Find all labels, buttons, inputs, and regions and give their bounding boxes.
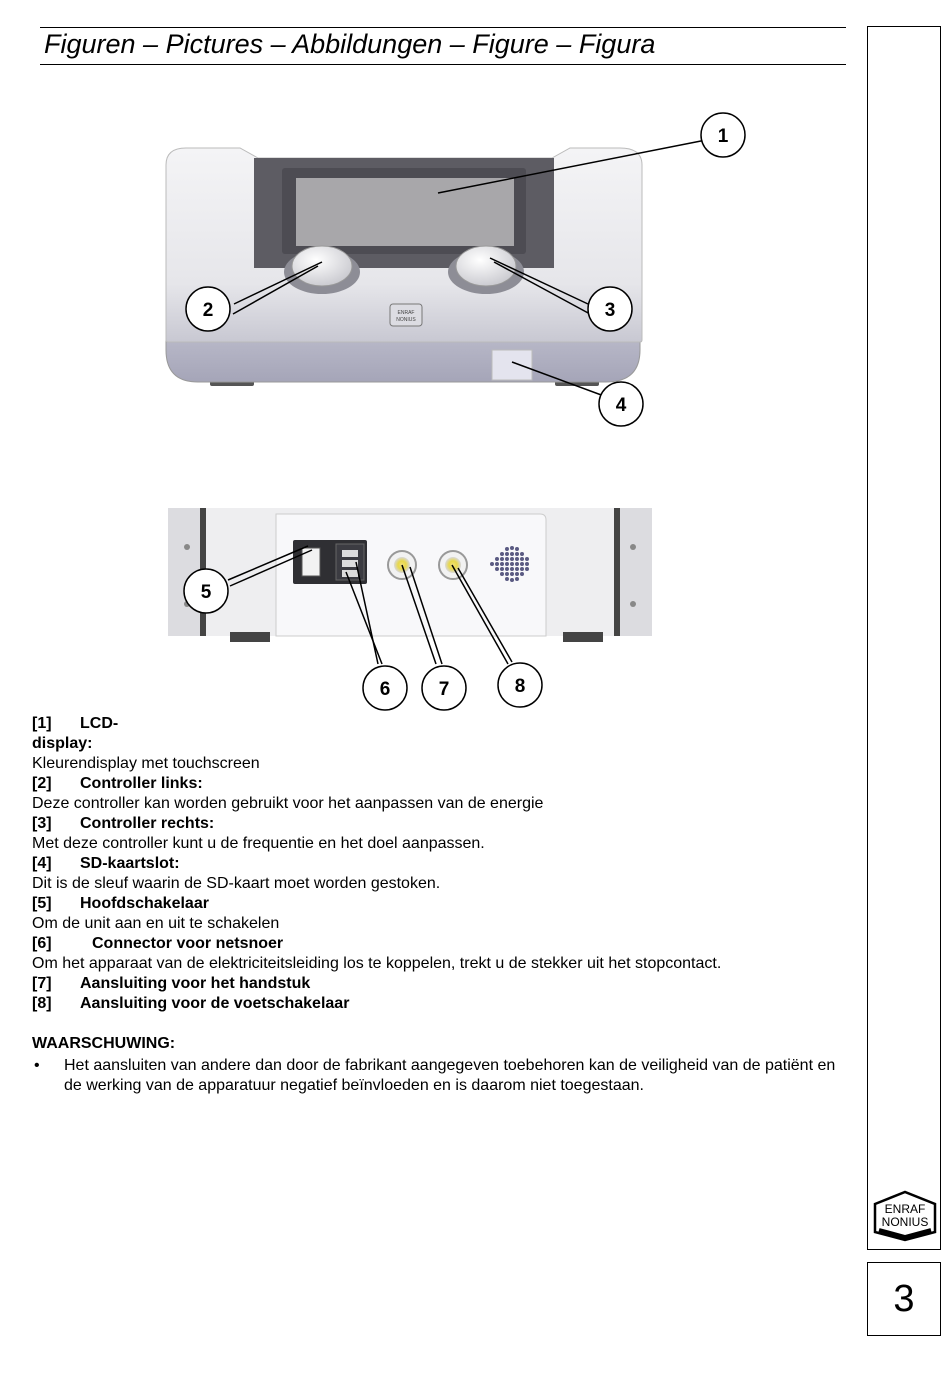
warning-section (32, 1034, 852, 1096)
callout-label-3: 3 (604, 300, 616, 321)
legend-item-3-title: [3] Controller rechts: (32, 815, 215, 832)
callout-label-2: 2 (202, 300, 214, 321)
legend-item-1-text: Kleurendisplay met touchscreen (32, 755, 260, 772)
callout-label-6: 6 (379, 679, 391, 700)
legend-item-3-text: Met deze controller kunt u de frequentie en het doel aanpassen. (32, 835, 485, 852)
legend-item-7-title: [7] Aansluiting voor het handstuk (32, 975, 311, 992)
legend (32, 714, 852, 1014)
legend-item-6-text: Om het apparaat van de elektriciteitsleiding los te koppelen, trekt u de stekker uit het stopcontact. (32, 955, 722, 972)
page-number: 3 (893, 1278, 915, 1320)
callout-label-7: 7 (438, 679, 450, 700)
warning-heading: WAARSCHUWING: (32, 1035, 176, 1052)
callout-label-4: 4 (615, 395, 627, 416)
callout-label-5: 5 (200, 582, 212, 603)
logo-line1: ENRAF (884, 1202, 926, 1216)
callout-label-8: 8 (514, 676, 526, 697)
page-number-box (867, 1262, 941, 1336)
legend-item-8-title: [8] Aansluiting voor de voetschakelaar (32, 995, 350, 1012)
legend-item-2-text: Deze controller kan worden gebruikt voor het aanpassen van de energie (32, 795, 544, 812)
legend-item-4-text: Dit is de sleuf waarin de SD-kaart moet worden gestoken. (32, 875, 441, 892)
page-title: Figuren – Pictures – Abbildungen – Figure – Figura (44, 29, 656, 59)
legend-item-6-title: [6] Connector voor netsnoer (32, 935, 284, 952)
legend-item-1-title-cont: display: (32, 735, 93, 752)
legend-item-1-title: [1] LCD- (32, 715, 119, 732)
logo-line2: NONIUS (881, 1215, 929, 1229)
enraf-nonius-logo (869, 1186, 941, 1242)
warning-item (32, 1056, 852, 1096)
legend-item-2-title: [2] Controller links: (32, 775, 203, 792)
warning-text: Het aansluiten van andere dan door de fabrikant aangegeven toebehoren kan de veiligheid van de patiënt en de werking van de apparatuur negatief beïnvloeden en is daarom niet toegestaan. (64, 1057, 836, 1094)
legend-item-5-title: [5] Hoofdschakelaar (32, 895, 209, 912)
legend-item-5-text: Om de unit aan en uit te schakelen (32, 915, 280, 932)
device-front-view (166, 148, 642, 386)
legend-item-4-title: [4] SD-kaartslot: (32, 855, 180, 872)
bullet-icon: • (34, 1057, 40, 1074)
device-badge-line1: ENRAF (397, 310, 415, 316)
callout-label-1: 1 (717, 126, 729, 147)
device-badge-line2: NONIUS (396, 317, 416, 323)
